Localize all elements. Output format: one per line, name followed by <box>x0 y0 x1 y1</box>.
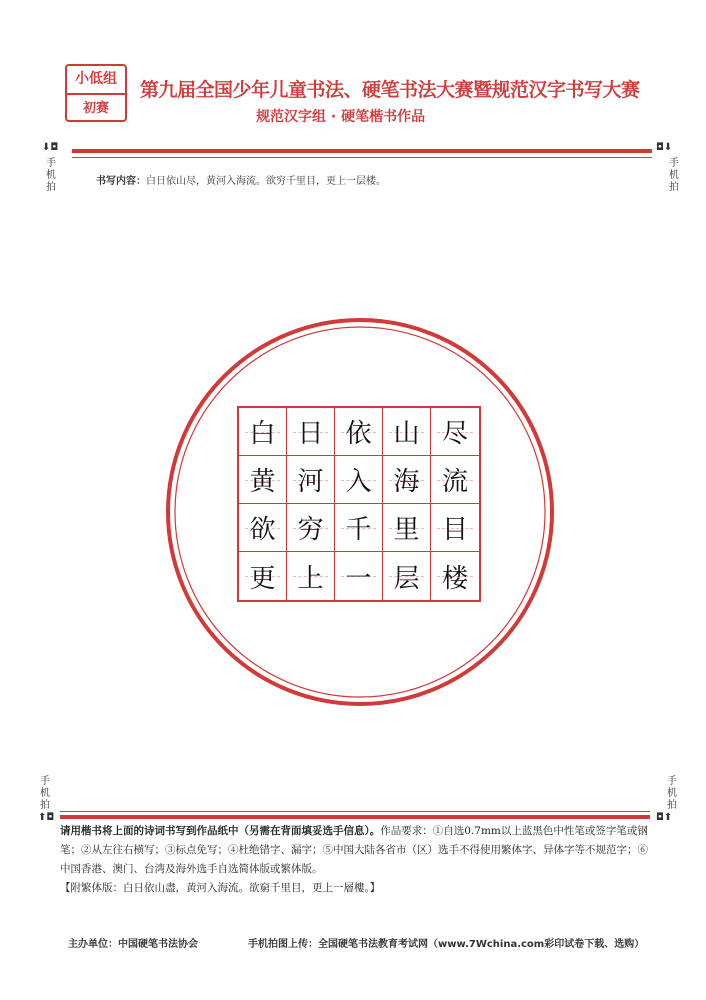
grid-character: 上 <box>297 563 324 594</box>
grid-cell <box>335 552 383 600</box>
camera-icon: ◘⬇ <box>656 142 673 153</box>
camera-icon: ⬆◘ <box>38 812 55 823</box>
grid-character: 黄 <box>249 467 276 497</box>
grid-character: 穷 <box>297 515 324 545</box>
phone-label-bottom-right: 手机拍 <box>667 776 677 811</box>
grid-character: 入 <box>345 467 372 497</box>
grid-cell <box>431 504 479 552</box>
grid-cell <box>383 456 431 504</box>
grid-character: 一 <box>345 563 372 594</box>
upload-info: 手机拍图上传：全国硬笔书法教育考试网（www.7Wchina.com彩印试卷下载、选购） <box>248 939 645 950</box>
camera-icon: ⬇◘ <box>42 142 59 153</box>
camera-icon: ◘⬆ <box>656 812 673 823</box>
grid-character: 里 <box>393 515 420 545</box>
grid-character: 尽 <box>441 419 468 449</box>
organizer: 主办单位：中国硬笔书法协会 <box>68 939 198 950</box>
writing-content <box>96 172 386 187</box>
grid-cell <box>335 456 383 504</box>
grid-cell <box>383 408 431 456</box>
grid-cell <box>431 552 479 600</box>
grid-character: 欲 <box>249 515 276 545</box>
grid-cell <box>287 552 335 600</box>
top-rule-thick <box>72 149 652 153</box>
grid-character: 山 <box>393 419 420 449</box>
instructions-lead: 请用楷书将上面的诗词书写到作品纸中（另需在背面填妥选手信息）。 <box>60 825 381 837</box>
grid-cell <box>431 456 479 504</box>
bottom-rule-thick <box>60 815 650 819</box>
grid-character: 依 <box>345 419 372 449</box>
group-label: 小低组 <box>67 66 125 95</box>
grid-character: 河 <box>297 467 324 497</box>
instructions-body: 作品要求：①自选0.7mm以上蓝黑色中性笔或签字笔或钢笔；②从左往右横写；③标点免写；④杜绝错字、漏字；⑤中国大陆各省市（区）选手不得使用繁体字、异体字等不规范字；⑥中国香港、澳门、台湾及海外选手自选简体版或繁体版。 <box>60 825 648 875</box>
grid-character: 日 <box>297 419 324 449</box>
grid-character: 流 <box>441 467 468 497</box>
bottom-rule-thin <box>60 811 650 812</box>
grid-cell <box>239 456 287 504</box>
grid-cell <box>335 504 383 552</box>
grid-cell <box>431 408 479 456</box>
traditional-version: 【附繁体版：白日依山盡，黄河入海流。欲窮千里目，更上一層樓。】 <box>60 882 381 894</box>
grid-cell <box>239 504 287 552</box>
content-text: 白日依山尽，黄河入海流。欲穷千里目，更上一层楼。 <box>146 176 386 187</box>
grid-character: 楼 <box>441 563 468 594</box>
phone-label-bottom-left: 手机拍 <box>40 776 50 811</box>
grid-cell <box>239 552 287 600</box>
group-badge <box>65 64 127 122</box>
grid-character: 目 <box>441 515 468 545</box>
grid-character: 白 <box>249 419 276 449</box>
round-label: 初赛 <box>82 101 109 116</box>
grid-character: 层 <box>393 563 420 594</box>
phone-label-top-right: 手机拍 <box>669 158 679 193</box>
instructions <box>60 822 650 898</box>
phone-label-top-left: 手机拍 <box>46 158 56 193</box>
grid-cell <box>335 408 383 456</box>
content-label: 书写内容： <box>96 176 146 187</box>
grid-cell <box>287 456 335 504</box>
grid-cell <box>287 408 335 456</box>
page-title: 第九届全国少年儿童书法、硬笔书法大赛暨规范汉字书写大赛 <box>140 79 640 101</box>
grid-cell <box>287 504 335 552</box>
top-rule-thin <box>72 157 652 158</box>
page-subtitle: 规范汉字组 · 硬笔楷书作品 <box>256 109 426 125</box>
grid-character: 海 <box>393 467 420 497</box>
writing-grid <box>237 406 481 602</box>
grid-character: 更 <box>249 563 276 594</box>
grid-cell <box>383 552 431 600</box>
grid-cell <box>383 504 431 552</box>
grid-character: 千 <box>345 515 372 545</box>
grid-cell <box>239 408 287 456</box>
